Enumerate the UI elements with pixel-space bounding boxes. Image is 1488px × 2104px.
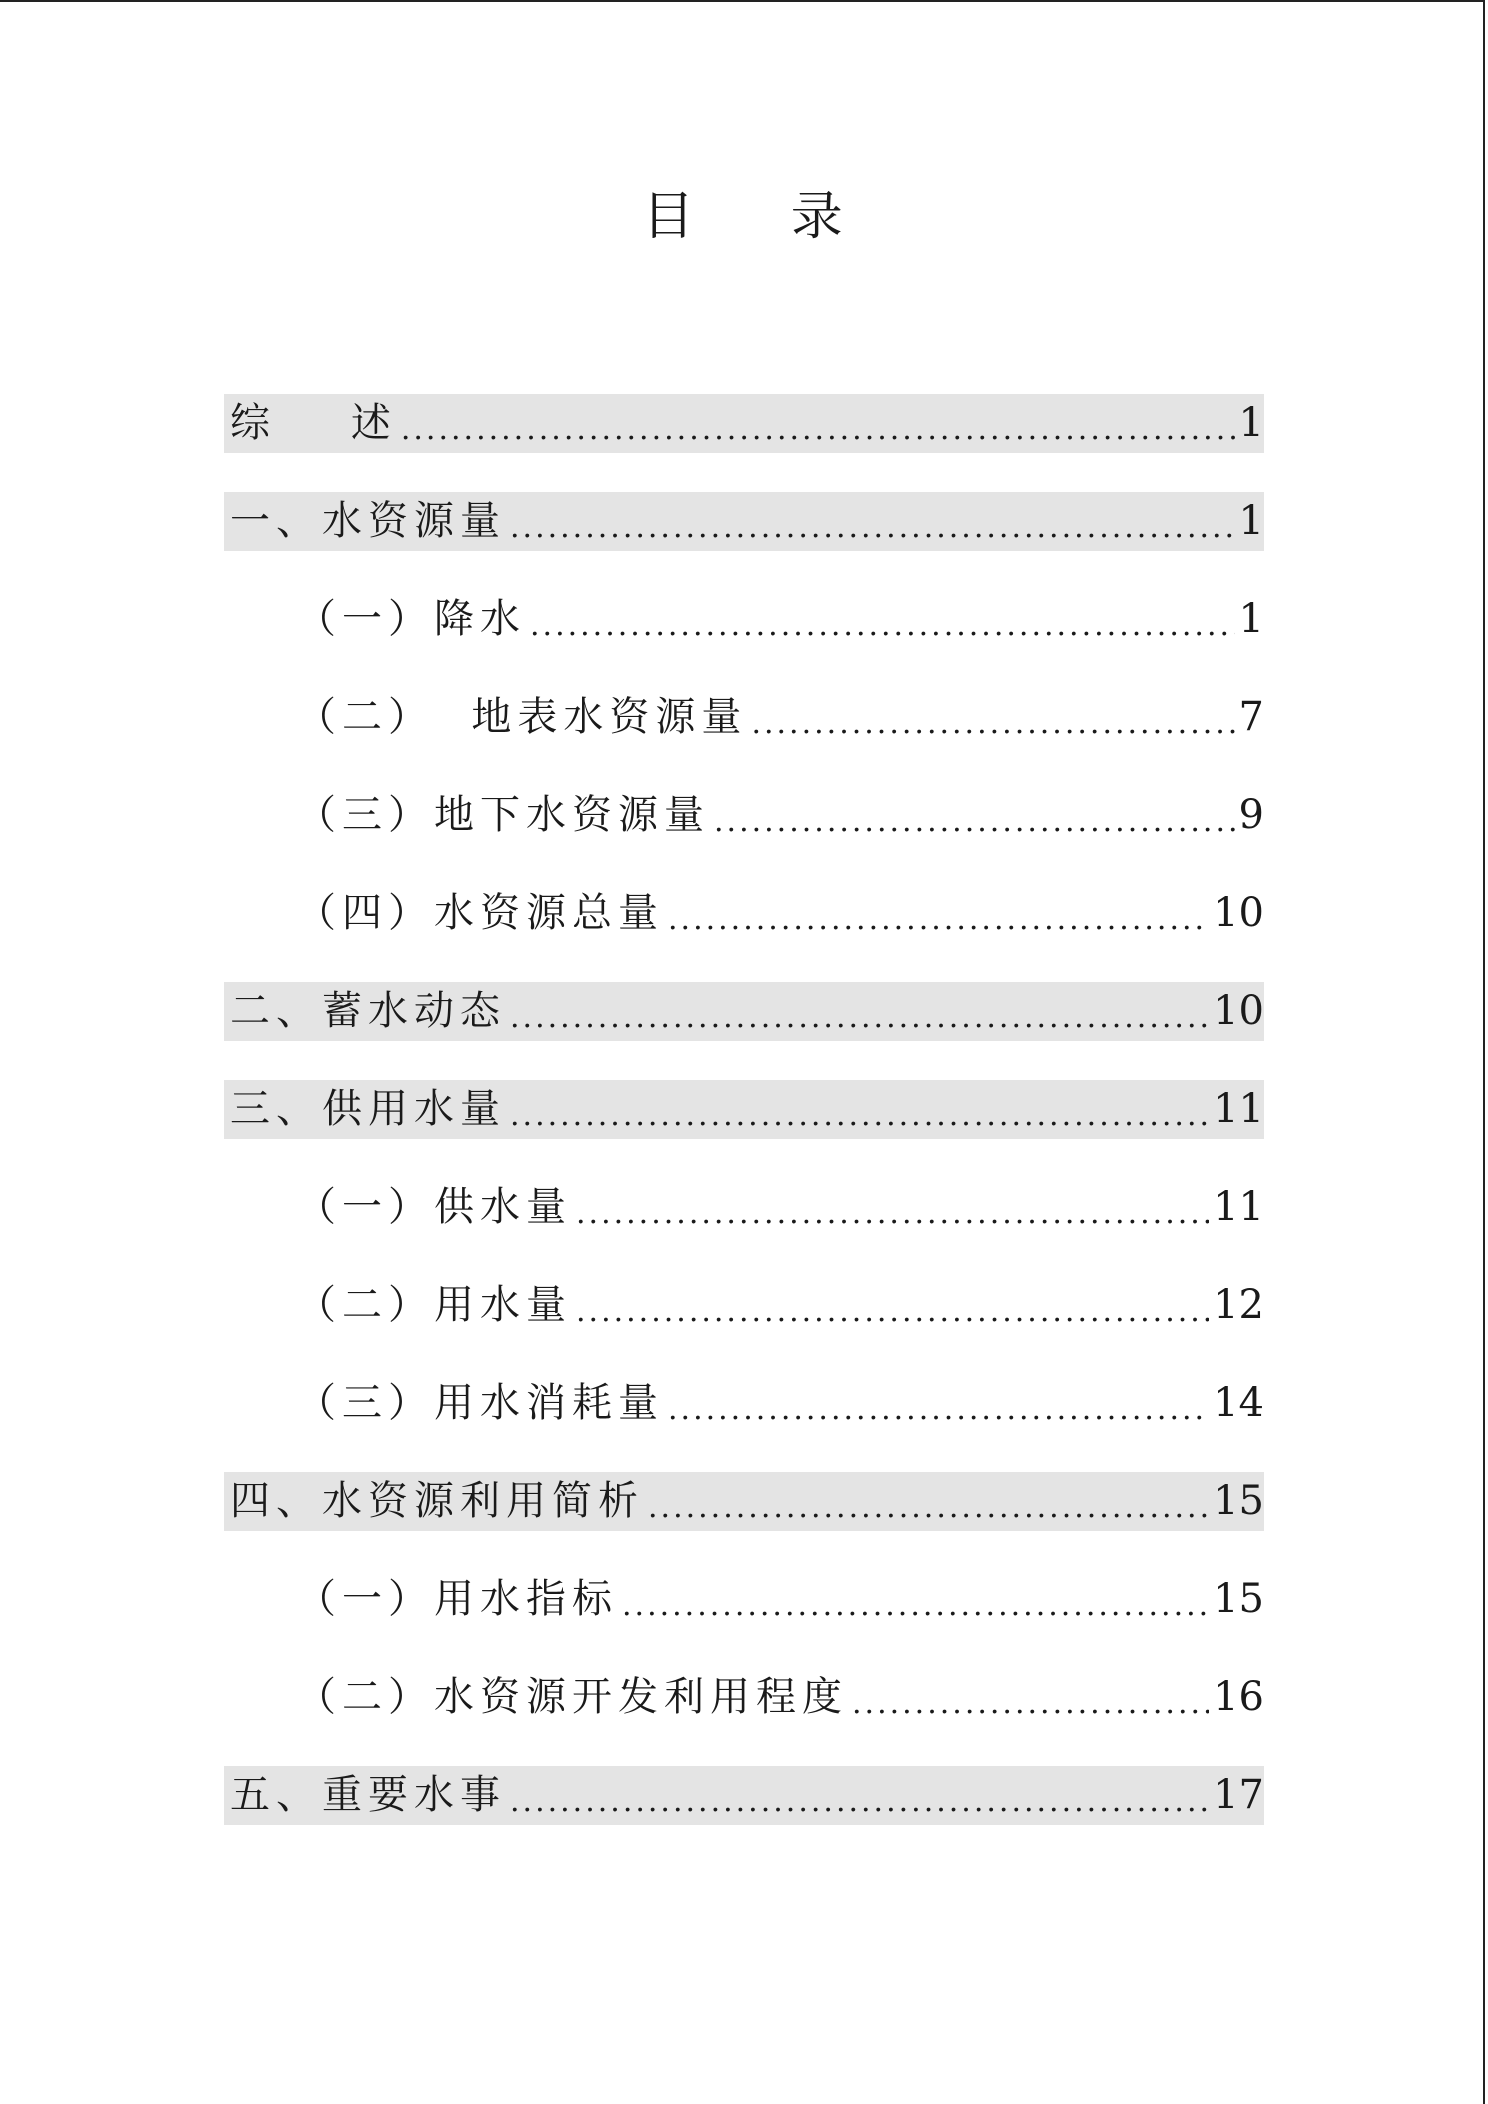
toc-dot-leader bbox=[510, 1766, 1209, 1825]
toc-entry-utilization-analysis[interactable] bbox=[224, 1472, 1264, 1531]
toc-page-number: 14 bbox=[1213, 1380, 1264, 1426]
toc-entry-label: （一）降水 bbox=[296, 596, 526, 642]
toc-dot-leader bbox=[401, 394, 1235, 453]
toc-entry-major-water-events[interactable] bbox=[224, 1766, 1264, 1825]
toc-entry-label: 五、重要水事 bbox=[230, 1772, 506, 1818]
toc-page-number: 10 bbox=[1213, 988, 1264, 1034]
toc-dot-leader bbox=[510, 982, 1209, 1041]
toc-title: 目 录 bbox=[642, 187, 883, 247]
toc-entry-supply-use[interactable] bbox=[224, 1080, 1264, 1139]
toc-entry-total-water-resources[interactable] bbox=[224, 884, 1264, 943]
toc-page-number: 9 bbox=[1238, 792, 1264, 838]
toc-page-number: 16 bbox=[1213, 1674, 1264, 1720]
toc-dot-leader bbox=[530, 590, 1235, 649]
toc-entry-label: 二、蓄水动态 bbox=[230, 988, 506, 1034]
toc-entry-overview[interactable] bbox=[224, 394, 1264, 453]
toc-page-number: 17 bbox=[1213, 1772, 1264, 1818]
toc-entry-label: 三、供用水量 bbox=[230, 1086, 506, 1132]
toc-dot-leader bbox=[668, 1374, 1209, 1433]
table-of-contents bbox=[224, 394, 1264, 1864]
toc-entry-label: （二）水资源开发利用程度 bbox=[296, 1674, 848, 1720]
toc-page-number: 10 bbox=[1213, 890, 1264, 936]
toc-dot-leader bbox=[751, 688, 1234, 747]
toc-entry-label: 四、水资源利用简析 bbox=[230, 1478, 644, 1524]
toc-entry-label: （一）供水量 bbox=[296, 1184, 572, 1230]
toc-dot-leader bbox=[510, 1080, 1209, 1139]
toc-dot-leader bbox=[510, 492, 1235, 551]
toc-page-number: 12 bbox=[1213, 1282, 1264, 1328]
toc-entry-label: （二） 地表水资源量 bbox=[296, 694, 748, 740]
toc-entry-water-supply[interactable] bbox=[224, 1178, 1264, 1237]
toc-page-number: 1 bbox=[1238, 498, 1264, 544]
toc-entry-water-use-indicators[interactable] bbox=[224, 1570, 1264, 1629]
toc-entry-label: （二）用水量 bbox=[296, 1282, 572, 1328]
toc-entry-water-resources[interactable] bbox=[224, 492, 1264, 551]
toc-page-number: 11 bbox=[1213, 1086, 1264, 1132]
toc-entry-groundwater[interactable] bbox=[224, 786, 1264, 845]
toc-entry-water-use[interactable] bbox=[224, 1276, 1264, 1335]
toc-dot-leader bbox=[648, 1472, 1209, 1531]
toc-page-number: 7 bbox=[1238, 694, 1264, 740]
toc-entry-precipitation[interactable] bbox=[224, 590, 1264, 649]
toc-dot-leader bbox=[576, 1178, 1209, 1237]
toc-dot-leader bbox=[852, 1668, 1209, 1727]
toc-page-number: 11 bbox=[1213, 1184, 1264, 1230]
toc-entry-storage-dynamics[interactable] bbox=[224, 982, 1264, 1041]
toc-page-number: 1 bbox=[1238, 596, 1264, 642]
toc-entry-label: （一）用水指标 bbox=[296, 1576, 618, 1622]
toc-dot-leader bbox=[622, 1570, 1209, 1629]
toc-entry-label: 一、水资源量 bbox=[230, 498, 506, 544]
toc-dot-leader bbox=[668, 884, 1209, 943]
toc-entry-label: （三）用水消耗量 bbox=[296, 1380, 664, 1426]
toc-dot-leader bbox=[576, 1276, 1209, 1335]
toc-entry-development-degree[interactable] bbox=[224, 1668, 1264, 1727]
toc-page-number: 15 bbox=[1213, 1478, 1264, 1524]
toc-entry-label: 综 述 bbox=[230, 400, 397, 446]
toc-entry-water-consumption[interactable] bbox=[224, 1374, 1264, 1433]
toc-entry-surface-water[interactable] bbox=[224, 688, 1264, 747]
toc-page-number: 15 bbox=[1213, 1576, 1264, 1622]
toc-entry-label: （三）地下水资源量 bbox=[296, 792, 710, 838]
toc-entry-label: （四）水资源总量 bbox=[296, 890, 664, 936]
toc-dot-leader bbox=[714, 786, 1235, 845]
toc-page-number: 1 bbox=[1238, 400, 1264, 446]
